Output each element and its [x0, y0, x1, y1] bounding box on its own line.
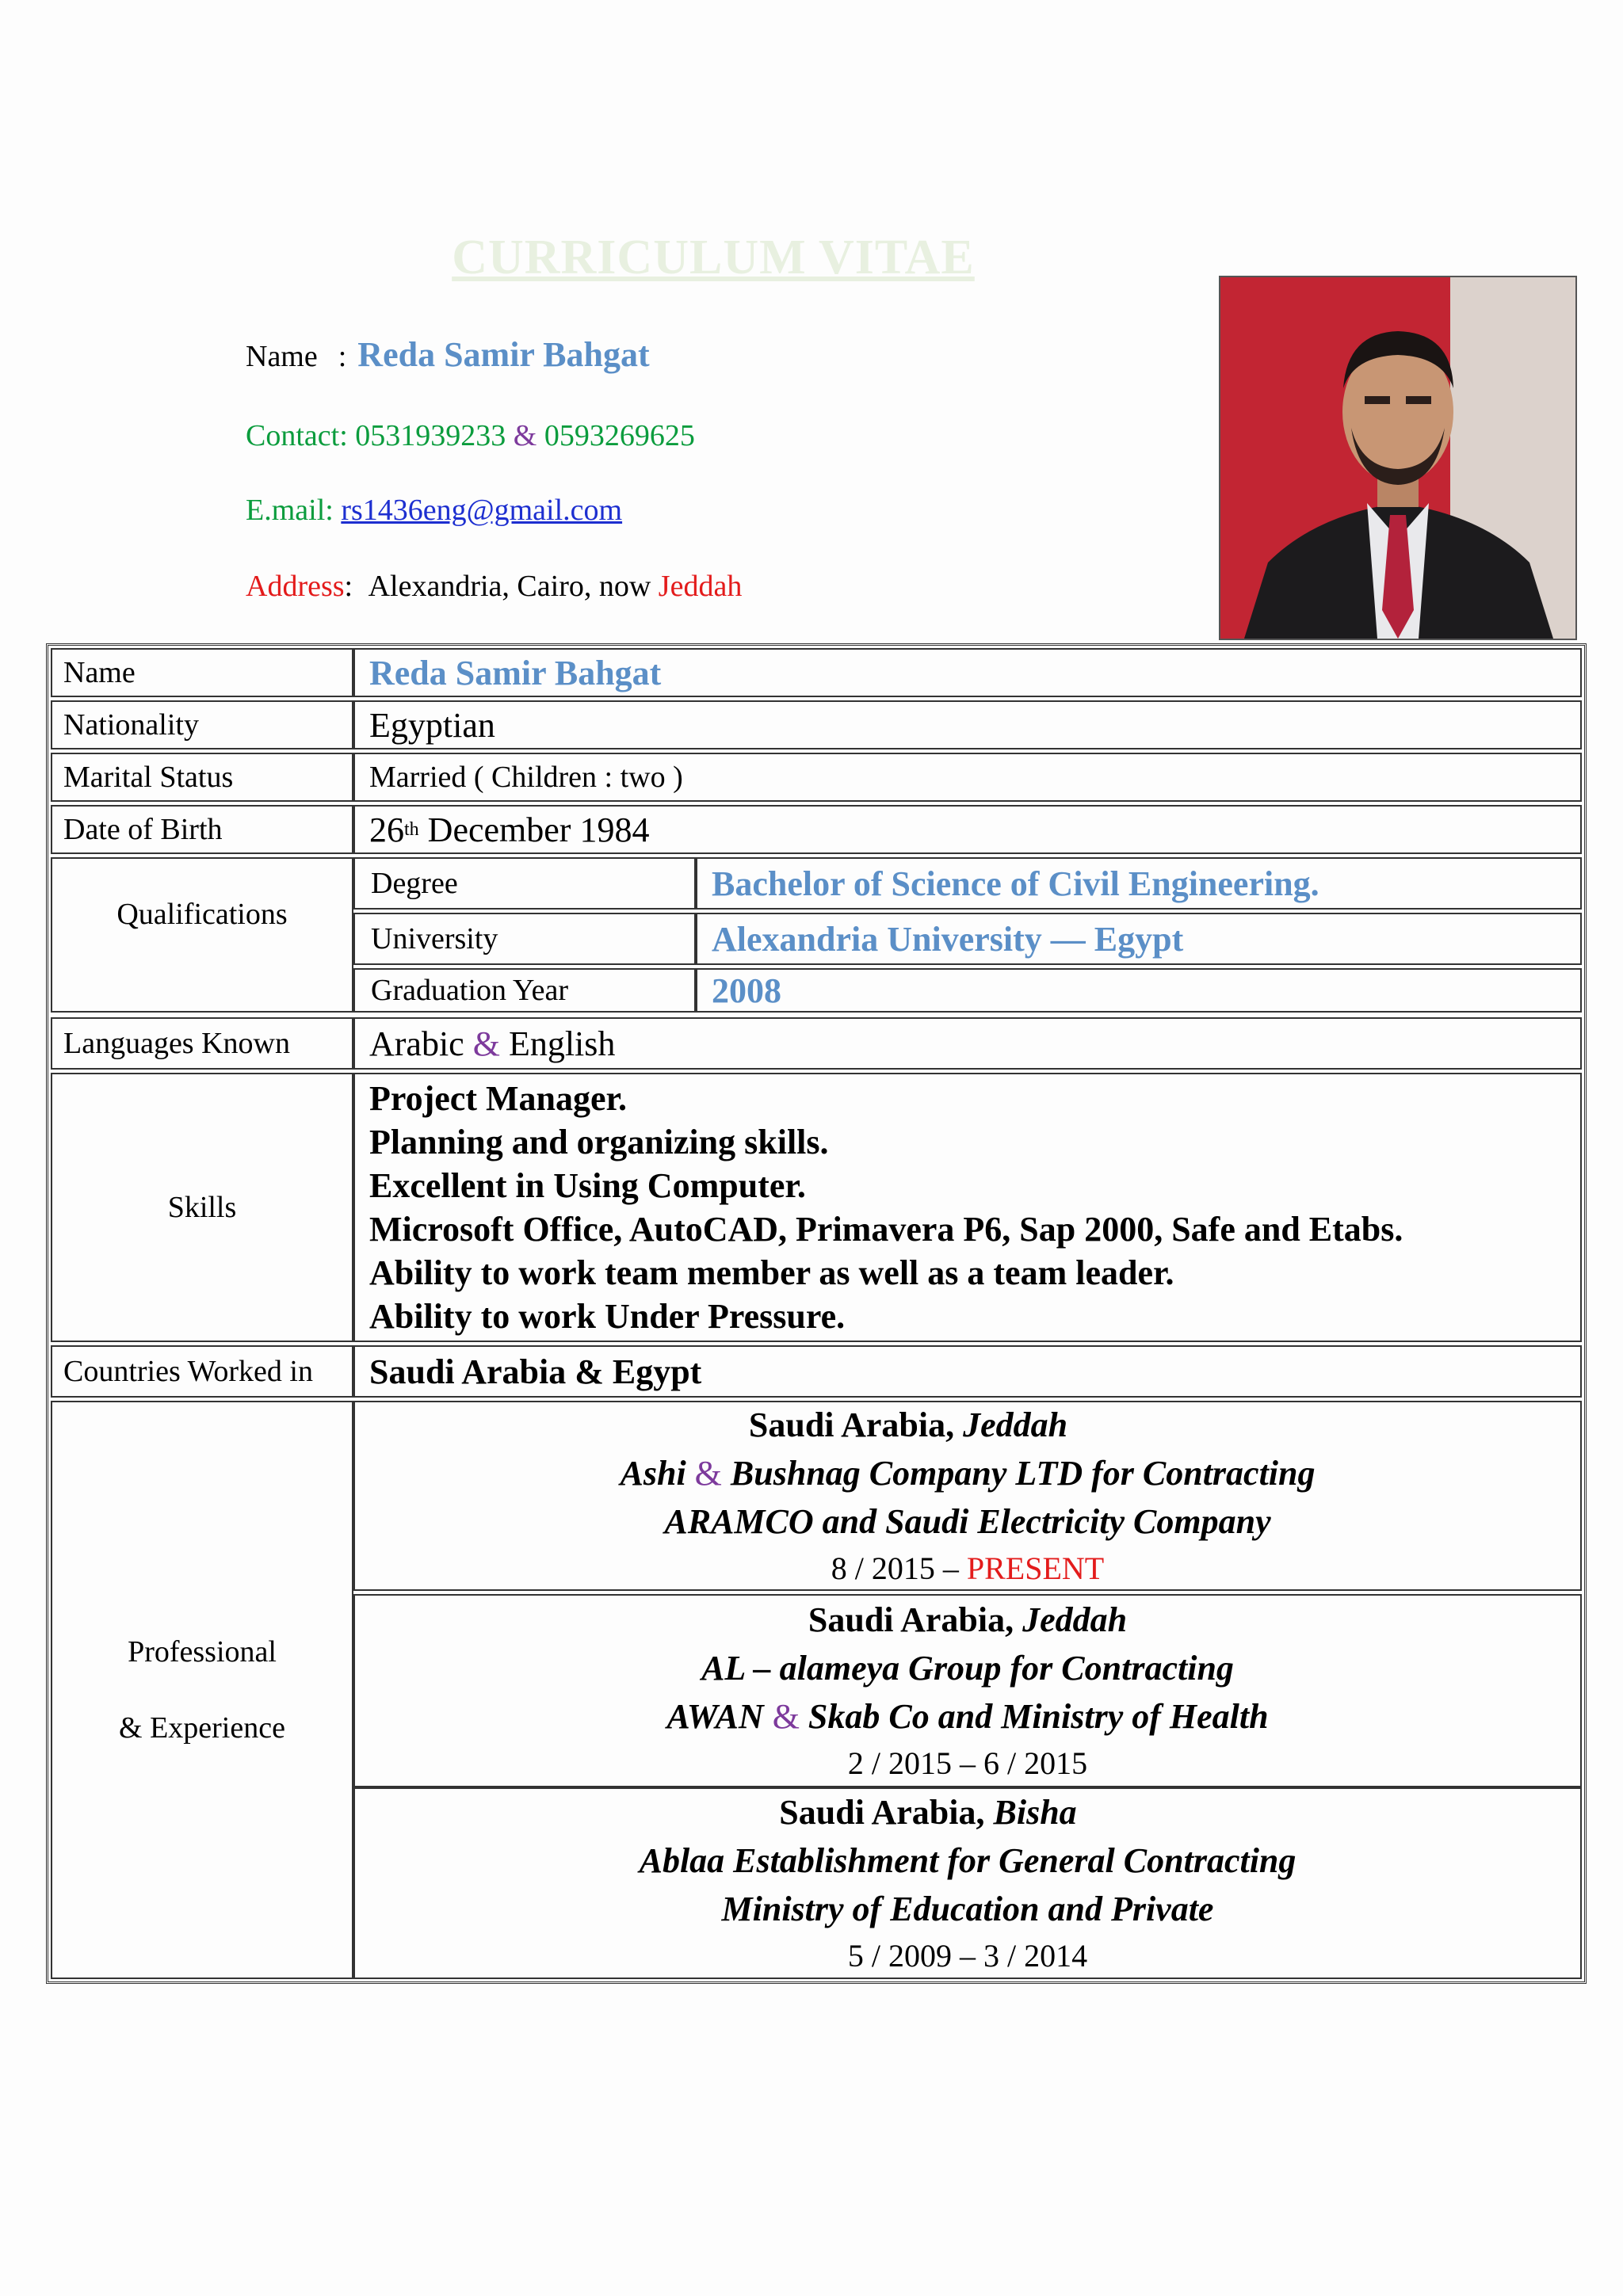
address-colon: : — [344, 570, 353, 603]
university-label-cell — [353, 913, 696, 965]
skills-label: Skills — [167, 1191, 237, 1224]
exp2-client-b: Skab Co and Ministry of Health — [808, 1696, 1269, 1736]
countries-value-cell — [353, 1345, 1582, 1398]
graduation-value-cell — [696, 968, 1582, 1013]
languages-value-cell — [353, 1017, 1582, 1070]
countries-label-cell — [51, 1345, 353, 1398]
address-label: Address — [246, 570, 345, 603]
qualifications-label: Qualifications — [116, 898, 288, 931]
graduation-label-cell — [353, 968, 696, 1013]
header-name-separator: : — [338, 340, 347, 373]
university-value-cell — [696, 913, 1582, 965]
dob-suffix: th — [404, 818, 419, 840]
nationality-value: Egyptian — [369, 705, 495, 745]
marital-value-cell — [353, 753, 1582, 802]
exp1-city: Jeddah — [963, 1405, 1068, 1444]
degree-value: Bachelor of Science of Civil Engineering. — [712, 864, 1319, 903]
university-value: Alexandria University — Egypt — [712, 919, 1184, 959]
exp1-ampersand: & — [694, 1453, 722, 1493]
skill-item: Ability to work team member as well as a team leader. — [369, 1253, 1174, 1292]
marital-value: Married ( Children : two ) — [369, 761, 683, 794]
contact-phone-1: 0531939233 — [355, 419, 506, 452]
marital-label: Marital Status — [63, 761, 234, 794]
dob-rest: December 1984 — [427, 810, 650, 849]
nationality-value-cell — [353, 700, 1582, 749]
skills-list — [353, 1073, 1582, 1342]
name-value-cell — [353, 648, 1582, 697]
exp3-company: Ablaa Establishment for General Contracting — [639, 1840, 1296, 1880]
exp1-date-start: 8 / 2015 – — [831, 1550, 959, 1586]
exp1-date-end: PRESENT — [966, 1550, 1105, 1586]
name-value: Reda Samir Bahgat — [369, 653, 662, 692]
language-arabic: Arabic — [369, 1024, 464, 1063]
contact-label: Contact: — [246, 419, 348, 452]
header-name-value: Reda Samir Bahgat — [357, 335, 650, 374]
dob-day: 26 — [369, 810, 404, 849]
languages-label-cell — [51, 1017, 353, 1070]
dob-label: Date of Birth — [63, 813, 223, 846]
countries-label: Countries Worked in — [63, 1355, 313, 1388]
header-contact-line — [246, 418, 695, 453]
exp2-city: Jeddah — [1022, 1600, 1128, 1639]
nationality-label-cell — [51, 700, 353, 749]
language-english: English — [508, 1024, 616, 1063]
degree-label: Degree — [371, 867, 458, 900]
countries-value: Saudi Arabia & Egypt — [369, 1352, 702, 1391]
exp1-client: ARAMCO and Saudi Electricity Company — [664, 1501, 1271, 1541]
skill-item: Microsoft Office, AutoCAD, Primavera P6, Sap 2000, Safe and Etabs. — [369, 1210, 1403, 1249]
header-name-label: Name — [246, 340, 318, 373]
contact-phone-2: 0593269625 — [544, 419, 695, 452]
exp3-city: Bisha — [993, 1792, 1077, 1832]
skill-item: Planning and organizing skills. — [369, 1123, 829, 1161]
contact-ampersand: & — [513, 419, 537, 452]
skills-label-cell — [51, 1073, 353, 1342]
degree-value-cell — [696, 857, 1582, 910]
exp2-company: AL – alameya Group for Contracting — [701, 1648, 1234, 1688]
person-portrait-icon — [1220, 277, 1575, 639]
skill-item: Excellent in Using Computer. — [369, 1166, 806, 1205]
experience-entry-3 — [353, 1787, 1582, 1979]
exp2-client-a: AWAN — [666, 1696, 764, 1736]
name-label: Name — [63, 656, 136, 689]
experience-label-line2: & Experience — [119, 1711, 285, 1745]
skill-item: Project Manager. — [369, 1079, 627, 1118]
degree-label-cell — [353, 857, 696, 910]
nationality-label: Nationality — [63, 708, 199, 742]
dob-value-cell — [353, 805, 1582, 854]
graduation-label: Graduation Year — [371, 974, 569, 1007]
exp3-date: 5 / 2009 – 3 / 2014 — [847, 1937, 1088, 1974]
exp3-country: Saudi Arabia, — [779, 1792, 985, 1832]
dob-label-cell — [51, 805, 353, 854]
email-label: E.mail: — [246, 494, 334, 527]
address-value: Alexandria, Cairo, now — [368, 570, 651, 603]
graduation-value: 2008 — [712, 971, 781, 1010]
exp1-company-a: Ashi — [620, 1453, 686, 1493]
skill-item: Ability to work Under Pressure. — [369, 1297, 846, 1336]
marital-label-cell — [51, 753, 353, 802]
experience-label-cell — [51, 1401, 353, 1979]
header-email-line — [246, 493, 622, 528]
exp2-ampersand: & — [772, 1696, 800, 1736]
header-address-line — [246, 569, 742, 604]
experience-label-line1: Professional — [128, 1635, 277, 1669]
address-city: Jeddah — [658, 570, 743, 603]
profile-photo — [1219, 276, 1577, 640]
exp3-client: Ministry of Education and Private — [721, 1889, 1214, 1928]
university-label: University — [371, 922, 498, 955]
qualifications-label-cell — [51, 857, 353, 1013]
header-name-line — [246, 334, 650, 375]
exp2-date: 2 / 2015 – 6 / 2015 — [847, 1745, 1088, 1781]
exp1-company-b: Bushnag Company LTD for Contracting — [730, 1453, 1316, 1493]
cv-title: CURRICULUM VITAE — [452, 231, 975, 284]
exp2-country: Saudi Arabia, — [808, 1600, 1014, 1639]
email-link[interactable]: rs1436eng@gmail.com — [341, 494, 623, 527]
exp1-country: Saudi Arabia, — [748, 1405, 955, 1444]
languages-label: Languages Known — [63, 1027, 290, 1060]
languages-ampersand: & — [472, 1024, 500, 1063]
experience-entry-1 — [353, 1401, 1582, 1591]
name-label-cell — [51, 648, 353, 697]
experience-entry-2 — [353, 1594, 1582, 1787]
